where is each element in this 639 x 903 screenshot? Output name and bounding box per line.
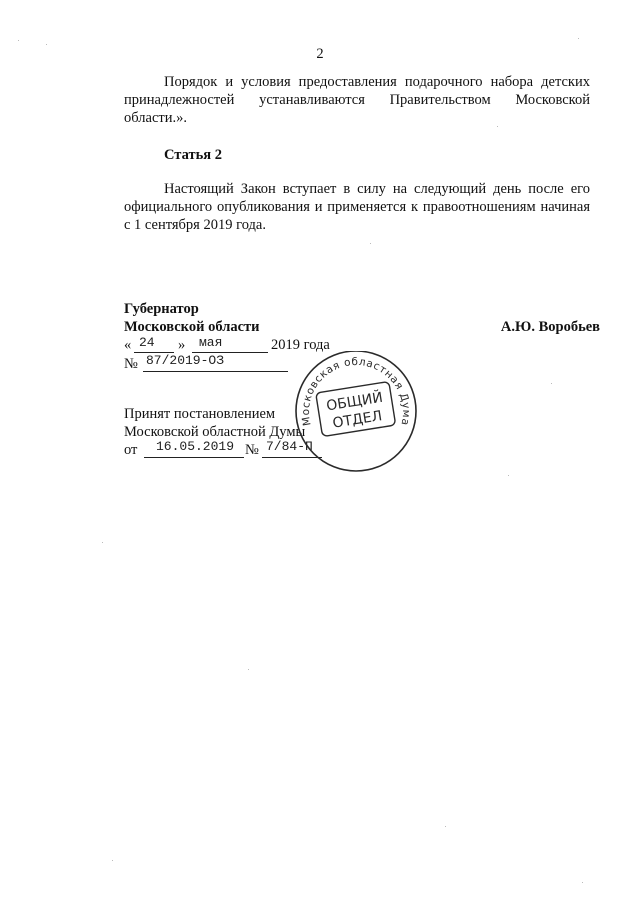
governor-title: Губернатор	[124, 301, 199, 317]
scan-speck	[370, 243, 371, 244]
signing-quote-close: »	[178, 337, 186, 353]
paragraph-entry-into-force	[124, 180, 590, 234]
adoption-number: 7/84-П	[266, 439, 313, 454]
adoption-line-2: Московской областной Думы	[124, 424, 306, 440]
scan-speck	[46, 44, 47, 45]
scan-speck	[497, 126, 498, 127]
governor-name: А.Ю. Воробьев	[500, 319, 600, 335]
paragraph-entry-into-force-text: Настоящий Закон вступает в силу на следующий день после его официального опубликования и применяется к правоотношениям начиная с 1 сентября 2019 года.	[124, 181, 590, 233]
scan-speck	[508, 475, 509, 476]
law-number-underline	[143, 371, 288, 372]
scan-speck	[445, 826, 446, 827]
scan-speck	[582, 882, 583, 883]
adoption-from-label: от	[124, 442, 138, 458]
stamp-ring-textpath: Московская областная Дума	[299, 355, 413, 427]
signing-day: 24	[139, 335, 155, 350]
signing-quote-open: «	[124, 337, 132, 353]
signing-month: мая	[199, 335, 223, 350]
scan-speck	[102, 542, 103, 543]
scan-speck	[248, 669, 249, 670]
governor-region: Московской области	[124, 319, 260, 335]
page-number: 2	[316, 46, 324, 62]
law-number: 87/2019-ОЗ	[146, 353, 225, 368]
signing-year: 2019 года	[271, 337, 330, 353]
adoption-line-1: Принят постановлением	[124, 406, 276, 422]
adoption-date: 16.05.2019	[156, 439, 235, 454]
paragraph-procedure-text: Порядок и условия предоставления подарочного набора детских принадлежностей устанавливаются Правительством Московской области.».	[124, 74, 590, 126]
stamp-center-line-2: ОТДЕЛ	[331, 408, 384, 432]
stamp-center-line-1: ОБЩИЙ	[325, 389, 384, 415]
scan-speck	[578, 38, 579, 39]
scan-speck	[551, 383, 552, 384]
scan-speck	[18, 40, 19, 41]
adoption-date-underline	[144, 457, 244, 458]
adoption-number-sign: №	[245, 442, 259, 458]
general-department-stamp	[290, 351, 422, 475]
scan-speck	[112, 860, 113, 861]
article-heading: Статья 2	[164, 147, 222, 163]
law-number-sign: №	[124, 356, 138, 372]
stamp-outer-ring	[296, 351, 416, 471]
paragraph-procedure	[124, 73, 590, 127]
